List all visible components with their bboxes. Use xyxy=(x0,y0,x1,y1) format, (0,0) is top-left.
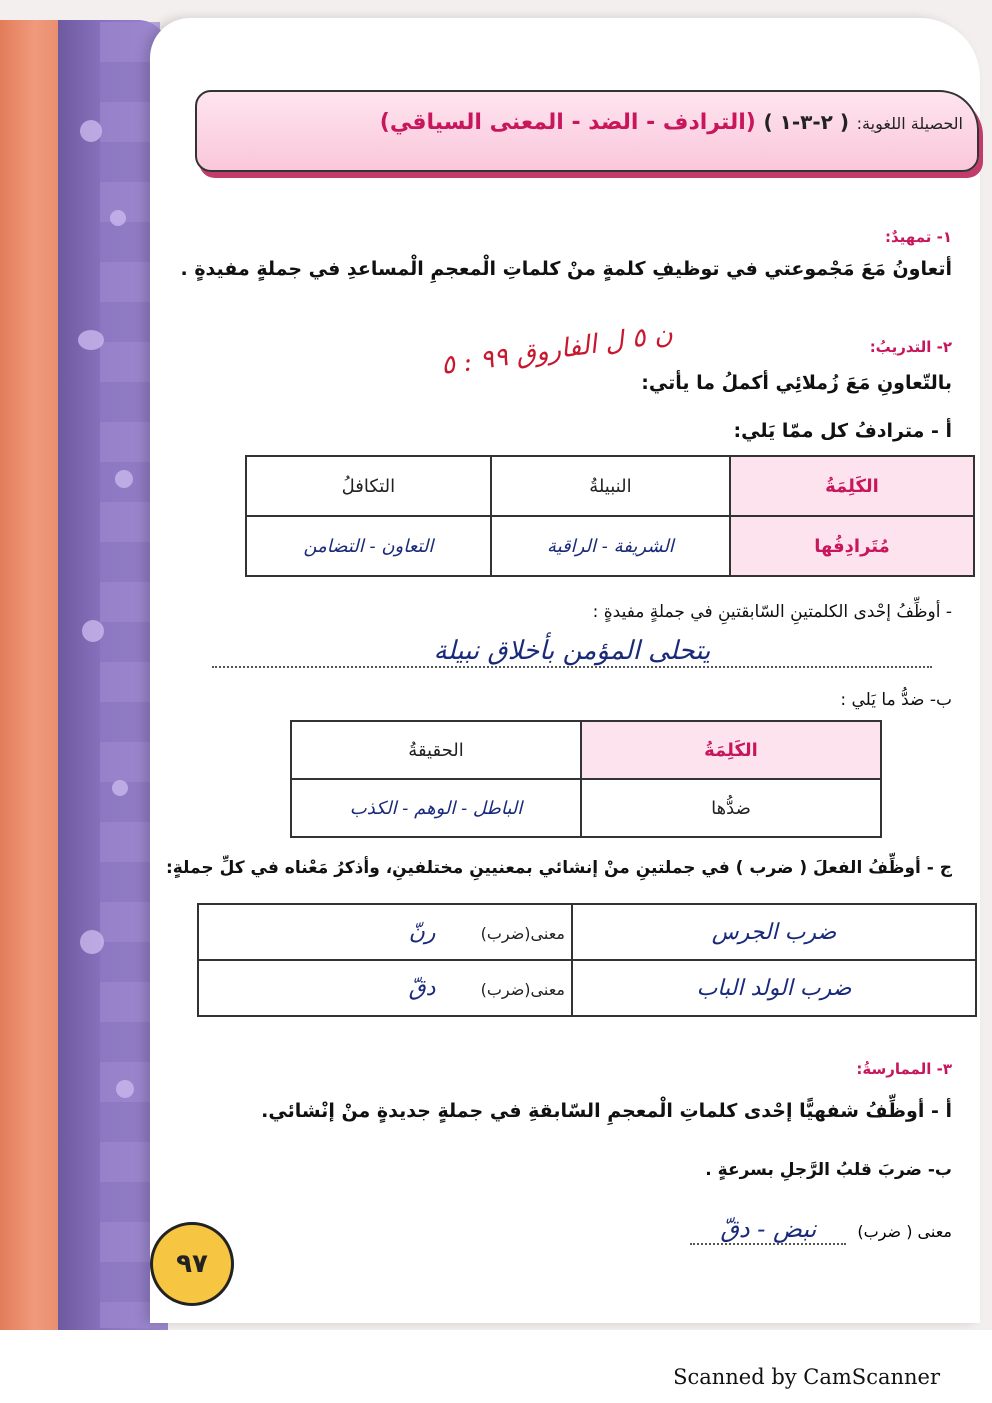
practice-a: أ - أوظِّفُ شفهيًّا إحْدى كلماتِ الْمعجمِ السّابقةِ في جملةٍ جديدةٍ منْ إنْشائي. xyxy=(261,1100,952,1122)
syn-header-synonym: مُتَرادِفُها xyxy=(730,516,974,576)
ant-header-word: الكَلِمَةُ xyxy=(581,721,881,779)
practice-meaning-label: معنى ( ضرب) xyxy=(857,1222,952,1241)
decor-dot xyxy=(115,470,133,488)
antonym-table xyxy=(290,720,882,838)
banner-title-line xyxy=(380,110,963,135)
part-b-label: ب- ضدُّ ما يَلي : xyxy=(840,690,952,710)
scanner-footer: Scanned by CamScanner xyxy=(673,1365,940,1389)
banner-code: ( ٢-٣-١ ) xyxy=(763,110,849,134)
practice-meaning-row xyxy=(690,1215,952,1243)
verb-usage-table xyxy=(197,903,977,1017)
part-a-label: أ - مترادفُ كل ممّا يَلي: xyxy=(733,420,952,442)
part-c-label: ج - أوظِّفُ الفعلَ ( ضرب ) في جملتينِ منْ إنشائي بمعنيينِ مختلفينِ، وأذكرُ مَعْناه في كلِّ جملةٍ: xyxy=(165,858,952,878)
section2-intro: بالتّعاونِ مَعَ زُملائِي أكملُ ما يأتي: xyxy=(641,372,952,394)
section1-heading: ١- تمهيدٌ: xyxy=(885,228,952,246)
verb-meaning-label-1: معنى(ضرب) xyxy=(480,923,565,943)
decor-dot xyxy=(116,1080,134,1098)
worksheet xyxy=(150,18,980,1323)
syn-answer-2: التعاون - التضامن xyxy=(246,516,491,576)
decor-dot xyxy=(80,120,102,142)
decor-dot xyxy=(112,780,128,796)
syn-header-word: الكَلِمَةُ xyxy=(730,456,974,516)
banner-label: الحصيلة اللغوية: xyxy=(856,114,963,133)
ant-word: الحقيقةُ xyxy=(291,721,581,779)
verb-meaning-cell-2 xyxy=(198,960,572,1016)
verb-meaning-2: دقّ xyxy=(408,975,436,1001)
practice-b: ب- ضربَ قلبُ الرَّجلِ بسرعةٍ . xyxy=(705,1160,952,1180)
section1-text: أتعاونُ مَعَ مَجْموعتي في توظيفِ كلمةٍ منْ كلماتِ الْمعجمِ الْمساعدِ في جملةٍ مفيدةٍ . xyxy=(180,258,952,280)
verb-meaning-cell-1 xyxy=(198,904,572,960)
verb-meaning-label-2: معنى(ضرب) xyxy=(480,979,565,999)
syn-answer-1: الشريفة - الراقية xyxy=(491,516,730,576)
handwritten-note: ن ٥ ل الفاروق ٩٩ : ٥ xyxy=(439,318,675,382)
practice-meaning: نبض - دقّ xyxy=(690,1215,846,1245)
section3-heading: ٣- الممارسةُ: xyxy=(856,1060,952,1078)
decor-dot xyxy=(82,620,104,642)
syn-word-2: التكافلُ xyxy=(246,456,491,516)
ant-answer: الباطل - الوهم - الكذب xyxy=(291,779,581,837)
verb-meaning-1: رنّ xyxy=(408,919,436,945)
verb-sentence-2: ضرب الولد الباب xyxy=(572,960,976,1016)
decor-dot xyxy=(110,210,126,226)
title-banner xyxy=(195,90,979,172)
banner-title: (الترادف - الضد - المعنى السياقي) xyxy=(379,110,756,135)
use-label: - أوظِّفُ إحْدى الكلمتينِ السّابقتينِ في جملةٍ مفيدةٍ : xyxy=(592,602,952,622)
verb-sentence-1: ضرب الجرس xyxy=(572,904,976,960)
decor-dot xyxy=(78,330,104,350)
ant-header-antonym: ضدُّها xyxy=(581,779,881,837)
use-answer: يتحلى المؤمن بأخلاق نبيلة xyxy=(212,636,932,668)
decor-dot xyxy=(80,930,104,954)
page-number-badge: ٩٧ xyxy=(150,1222,234,1306)
syn-word-1: النبيلةُ xyxy=(491,456,730,516)
section2-heading: ٢- التدريبُ: xyxy=(869,338,952,356)
synonym-table xyxy=(245,455,975,577)
